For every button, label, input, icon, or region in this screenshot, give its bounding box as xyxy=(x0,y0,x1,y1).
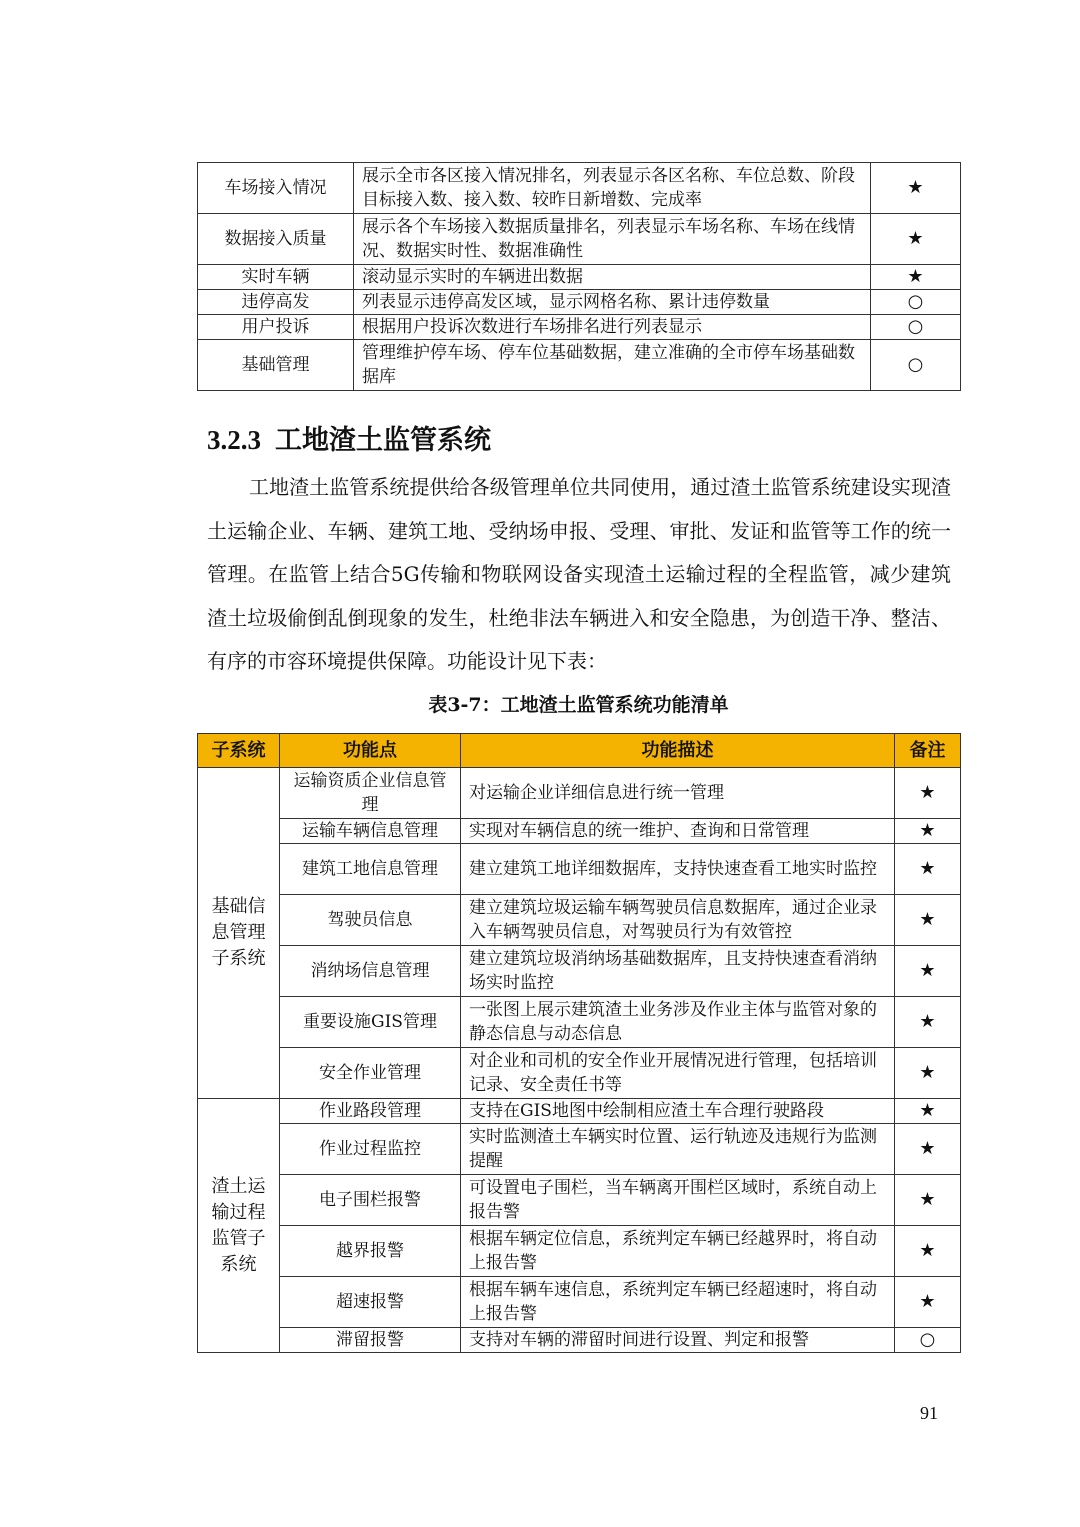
circle-icon: ○ xyxy=(871,290,961,315)
subsystem-cell: 基础信息管理子系统 xyxy=(198,768,280,1099)
star-icon: ★ xyxy=(871,163,961,214)
function-desc: 根据车辆定位信息，系统判定车辆已经越界时，将自动上报告警 xyxy=(461,1226,895,1277)
star-icon: ★ xyxy=(895,1226,961,1277)
function-point: 电子围栏报警 xyxy=(280,1175,461,1226)
function-desc: 一张图上展示建筑渣土业务涉及作业主体与监管对象的静态信息与动态信息 xyxy=(461,997,895,1048)
table-row xyxy=(198,315,961,340)
table-row xyxy=(198,1099,961,1124)
function-desc: 可设置电子围栏，当车辆离开围栏区域时，系统自动上报告警 xyxy=(461,1175,895,1226)
subsystem-cell: 渣土运输过程监管子系统 xyxy=(198,1099,280,1353)
table-row xyxy=(198,1048,961,1099)
table-row xyxy=(198,895,961,946)
top-function-table xyxy=(197,162,961,391)
function-point: 消纳场信息管理 xyxy=(280,946,461,997)
table-row xyxy=(198,1328,961,1353)
function-desc: 对企业和司机的安全作业开展情况进行管理，包括培训记录、安全责任书等 xyxy=(461,1048,895,1099)
table-row xyxy=(198,1277,961,1328)
table-row xyxy=(198,1226,961,1277)
function-name: 用户投诉 xyxy=(198,315,354,340)
table-row xyxy=(198,163,961,214)
table-row xyxy=(198,768,961,819)
function-desc: 实时监测渣土车辆实时位置、运行轨迹及违规行为监测提醒 xyxy=(461,1124,895,1175)
table-row xyxy=(198,946,961,997)
table-header-row xyxy=(198,734,961,768)
table-row xyxy=(198,844,961,895)
table-row xyxy=(198,997,961,1048)
header-note: 备注 xyxy=(895,734,961,768)
function-desc: 实现对车辆信息的统一维护、查询和日常管理 xyxy=(461,819,895,844)
function-point: 超速报警 xyxy=(280,1277,461,1328)
page-number: 91 xyxy=(920,1403,938,1423)
header-description: 功能描述 xyxy=(461,734,895,768)
circle-icon: ○ xyxy=(895,1328,961,1353)
star-icon: ★ xyxy=(895,844,961,895)
function-desc: 列表显示违停高发区域，显示网格名称、累计违停数量 xyxy=(354,290,871,315)
star-icon: ★ xyxy=(871,214,961,265)
function-desc: 根据用户投诉次数进行车场排名进行列表显示 xyxy=(354,315,871,340)
function-name: 实时车辆 xyxy=(198,265,354,290)
table-row xyxy=(198,1124,961,1175)
star-icon: ★ xyxy=(895,997,961,1048)
table-row xyxy=(198,340,961,391)
function-point: 运输车辆信息管理 xyxy=(280,819,461,844)
table-row xyxy=(198,1175,961,1226)
function-point: 安全作业管理 xyxy=(280,1048,461,1099)
function-point: 重要设施GIS管理 xyxy=(280,997,461,1048)
star-icon: ★ xyxy=(895,1277,961,1328)
star-icon: ★ xyxy=(895,1099,961,1124)
star-icon: ★ xyxy=(871,265,961,290)
function-list-table xyxy=(197,733,961,1353)
function-name: 数据接入质量 xyxy=(198,214,354,265)
header-subsystem: 子系统 xyxy=(198,734,280,768)
function-name: 违停高发 xyxy=(198,290,354,315)
function-desc: 滚动显示实时的车辆进出数据 xyxy=(354,265,871,290)
function-desc: 对运输企业详细信息进行统一管理 xyxy=(461,768,895,819)
star-icon: ★ xyxy=(895,1175,961,1226)
table-row xyxy=(198,265,961,290)
function-desc: 根据车辆车速信息，系统判定车辆已经超速时，将自动上报告警 xyxy=(461,1277,895,1328)
function-name: 车场接入情况 xyxy=(198,163,354,214)
table-row xyxy=(198,214,961,265)
function-desc: 建立建筑垃圾消纳场基础数据库，且支持快速查看消纳场实时监控 xyxy=(461,946,895,997)
section-title: 工地渣土监管系统 xyxy=(275,425,491,456)
star-icon: ★ xyxy=(895,1048,961,1099)
function-point: 作业路段管理 xyxy=(280,1099,461,1124)
body-paragraph: 工地渣土监管系统提供给各级管理单位共同使用，通过渣土监管系统建设实现渣土运输企业、车辆、建筑工地、受纳场申报、受理、审批、发证和监管等工作的统一管理。在监管上结合5G传输和物联网设备实现渣土运输过程的全程监管，减少建筑渣土垃圾偷倒乱倒现象的发生，杜绝非法车辆进入和安全隐患，为创造干净、整洁、有序的市容环境提供保障。功能设计见下表： xyxy=(207,475,951,673)
function-desc: 展示各个车场接入数据质量排名，列表显示车场名称、车场在线情况、数据实时性、数据准确性 xyxy=(354,214,871,265)
function-point: 作业过程监控 xyxy=(280,1124,461,1175)
function-desc: 管理维护停车场、停车位基础数据，建立准确的全市停车场基础数据库 xyxy=(354,340,871,391)
function-desc: 建立建筑垃圾运输车辆驾驶员信息数据库，通过企业录入车辆驾驶员信息，对驾驶员行为有效管控 xyxy=(461,895,895,946)
section-heading xyxy=(207,418,491,457)
star-icon: ★ xyxy=(895,1124,961,1175)
function-desc: 支持在GIS地图中绘制相应渣土车合理行驶路段 xyxy=(461,1099,895,1124)
circle-icon: ○ xyxy=(871,315,961,340)
table-caption: 表3-7：工地渣土监管系统功能清单 xyxy=(428,694,729,716)
section-number: 3.2.3 xyxy=(207,425,261,455)
function-desc: 建立建筑工地详细数据库，支持快速查看工地实时监控 xyxy=(461,844,895,895)
function-point: 驾驶员信息 xyxy=(280,895,461,946)
table-row xyxy=(198,290,961,315)
function-desc: 展示全市各区接入情况排名，列表显示各区名称、车位总数、阶段目标接入数、接入数、较昨日新增数、完成率 xyxy=(354,163,871,214)
function-point: 滞留报警 xyxy=(280,1328,461,1353)
header-function: 功能点 xyxy=(280,734,461,768)
circle-icon: ○ xyxy=(871,340,961,391)
star-icon: ★ xyxy=(895,946,961,997)
function-desc: 支持对车辆的滞留时间进行设置、判定和报警 xyxy=(461,1328,895,1353)
function-point: 建筑工地信息管理 xyxy=(280,844,461,895)
function-point: 越界报警 xyxy=(280,1226,461,1277)
star-icon: ★ xyxy=(895,819,961,844)
function-point: 运输资质企业信息管理 xyxy=(280,768,461,819)
star-icon: ★ xyxy=(895,768,961,819)
table-row xyxy=(198,819,961,844)
star-icon: ★ xyxy=(895,895,961,946)
function-name: 基础管理 xyxy=(198,340,354,391)
